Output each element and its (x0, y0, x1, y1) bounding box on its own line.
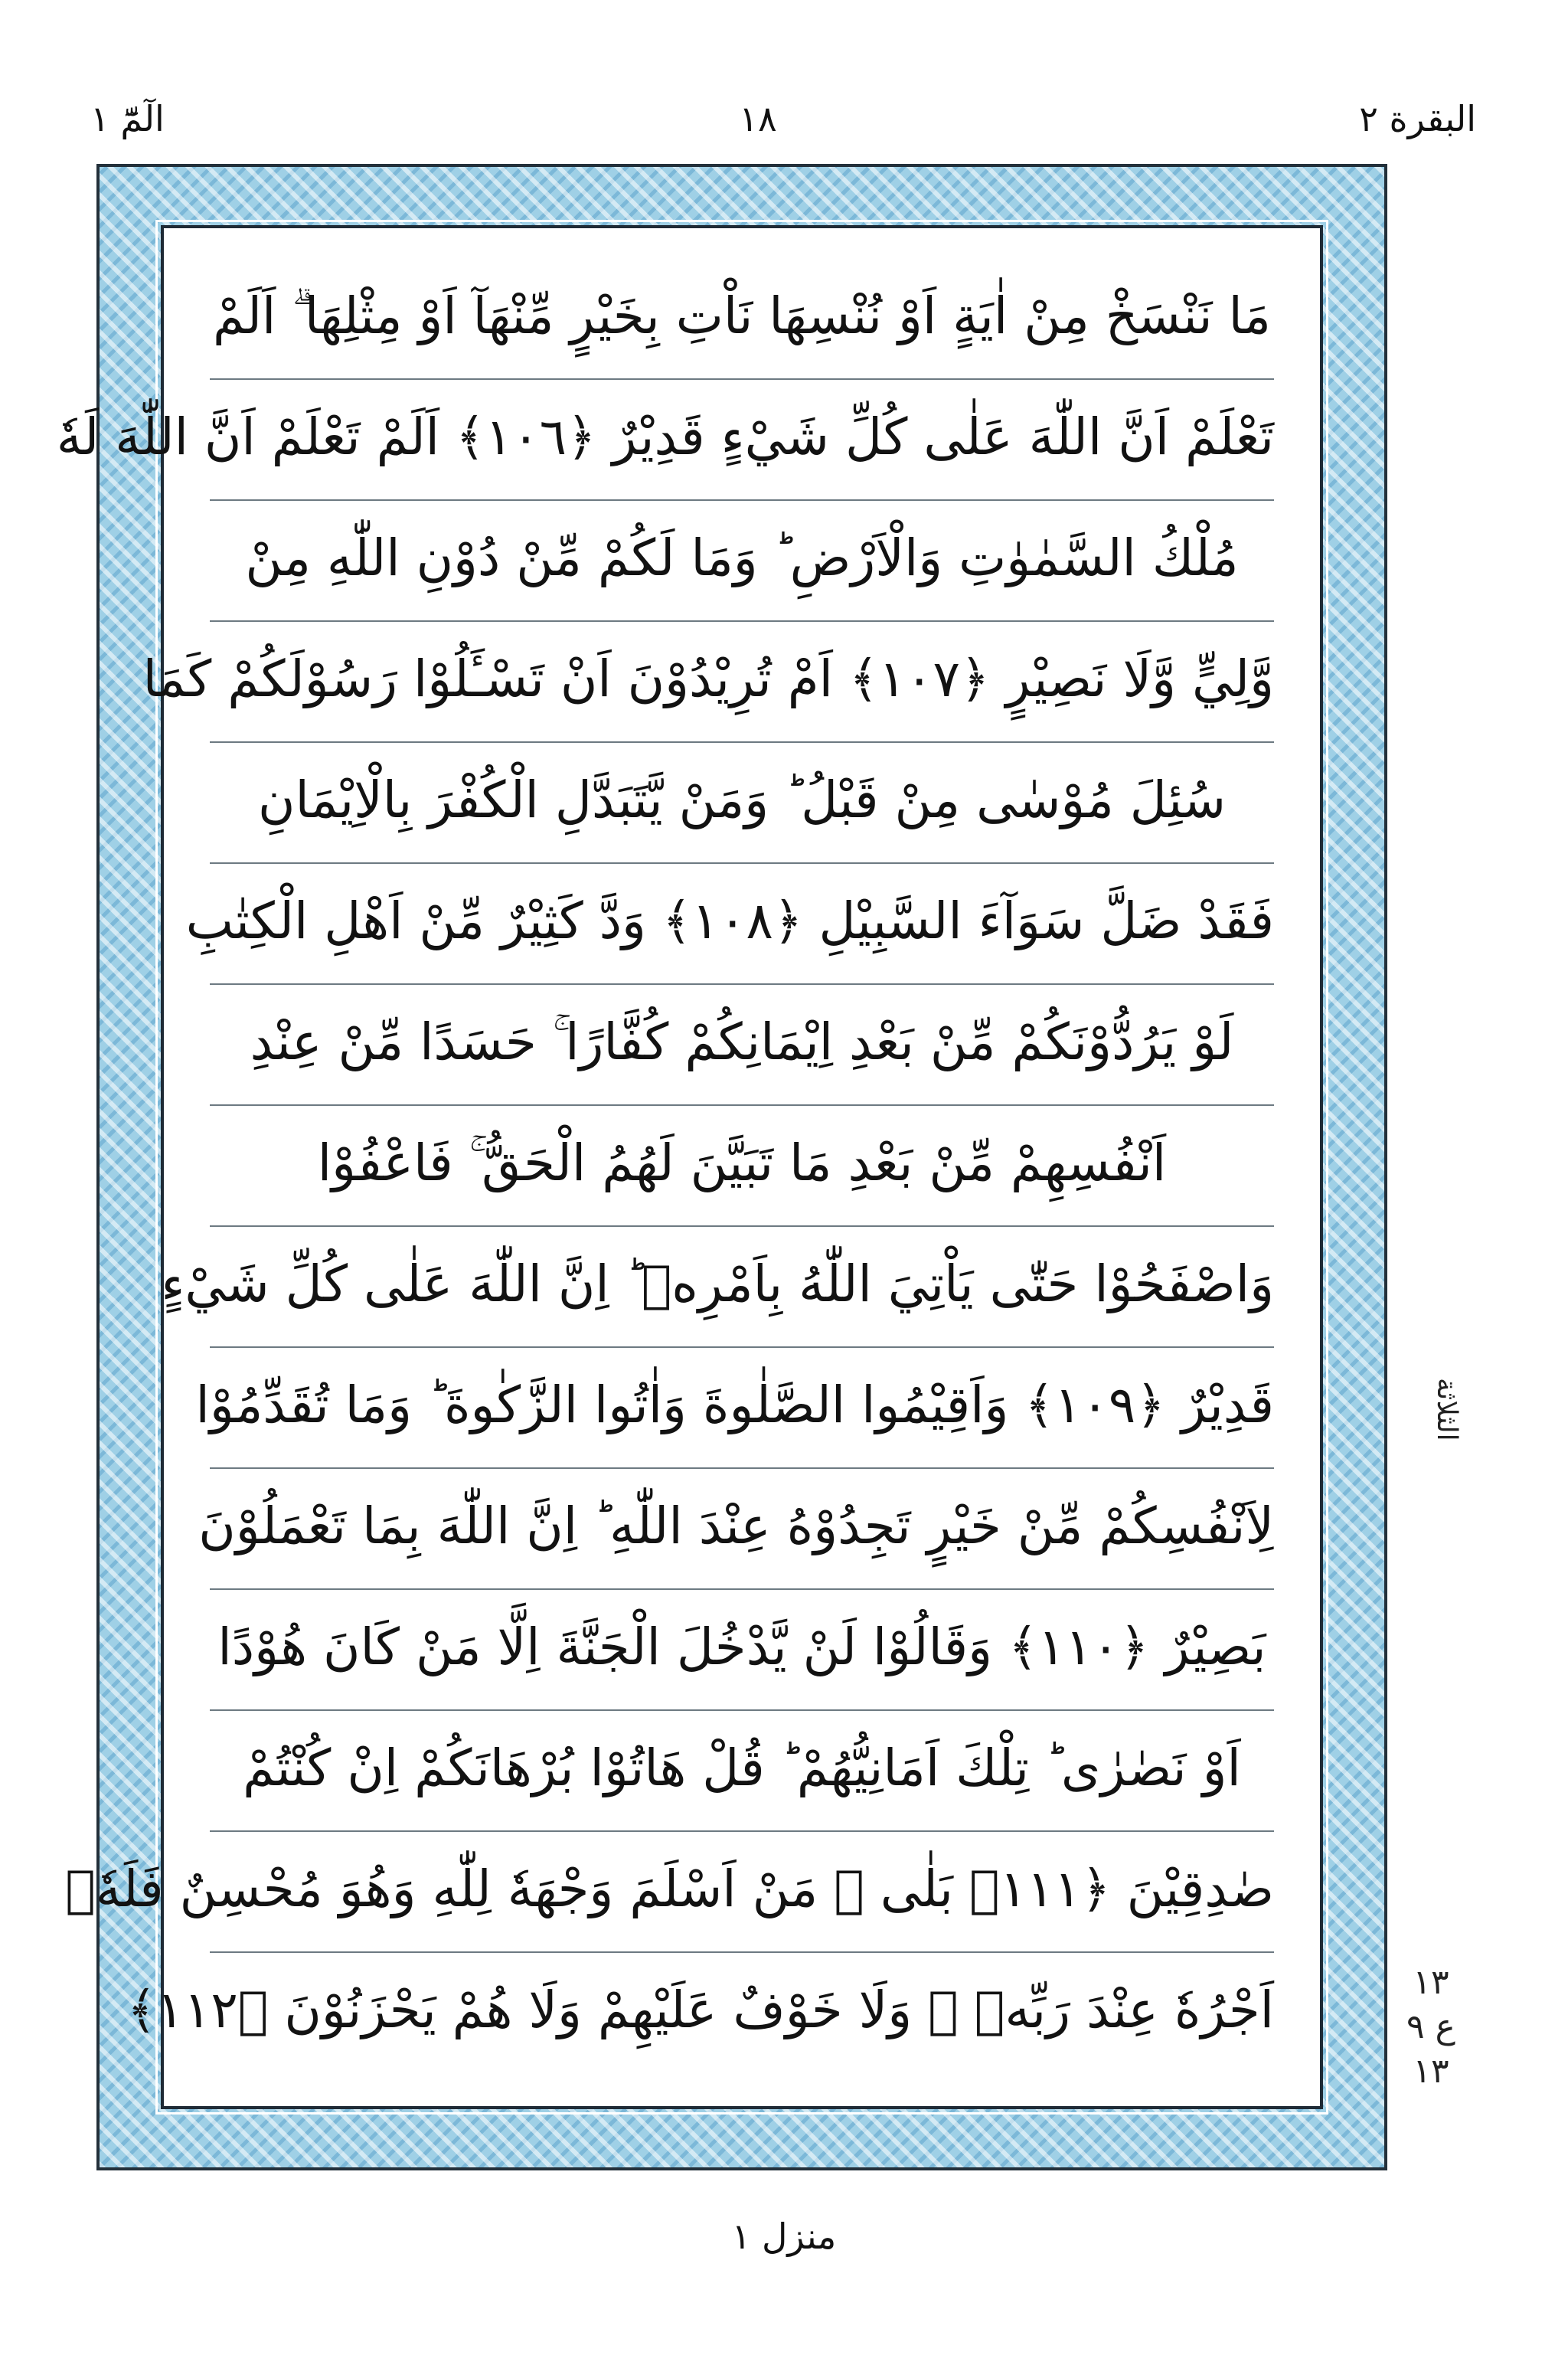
margin-note: الثلاثة (1431, 1377, 1462, 1441)
juz-label: الٓمّٓ ١ (90, 98, 165, 139)
verse-line: سُئِلَ مُوْسٰى مِنْ قَبْلُ ؕ وَمَنْ يَّتَبَدَّلِ الْكُفْرَ بِالْاِيْمَانِ (210, 743, 1274, 864)
manzil-label: منزل ١ (731, 2216, 837, 2257)
surah-label: البقرة ٢ (1359, 98, 1476, 139)
decorative-border-frame (56, 164, 1387, 2170)
verse-line: اَجْرُهٗ عِنْدَ رَبِّهٖ ۪ وَلَا خَوْفٌ عَلَيْهِمْ وَلَا هُمْ يَحْزَنُوْنَ ﴿١١٢﴾ (126, 1980, 1274, 2039)
verse-line: صٰدِقِيْنَ ﴿١١١﴾ بَلٰى ۚ مَنْ اَسْلَمَ وَجْهَهٗ لِلّٰهِ وَهُوَ مُحْسِنٌ فَلَهٗۤ (210, 1832, 1274, 1953)
verse-line: تَعْلَمْ اَنَّ اللّٰهَ عَلٰى كُلِّ شَيْءٍ قَدِيْرٌ ﴿١٠٦﴾ اَلَمْ تَعْلَمْ اَنَّ اللّٰهَ لَهٗ (210, 380, 1274, 501)
verse-line: بَصِيْرٌ ﴿١١٠﴾ وَقَالُوْا لَنْ يَّدْخُلَ الْجَنَّةَ اِلَّا مَنْ كَانَ هُوْدًا (210, 1590, 1274, 1711)
verse-line: وَّلِيٍّ وَّلَا نَصِيْرٍ ﴿١٠٧﴾ اَمْ تُرِيْدُوْنَ اَنْ تَسْـَٔلُوْا رَسُوْلَكُمْ كَمَا (210, 622, 1274, 743)
ruku-marker (1404, 1961, 1458, 2094)
verse-line: قَدِيْرٌ ﴿١٠٩﴾ وَاَقِيْمُوا الصَّلٰوةَ وَاٰتُوا الزَّكٰوةَ ؕ وَمَا تُقَدِّمُوْا (210, 1348, 1274, 1469)
verse-line: لَوْ يَرُدُّوْنَكُمْ مِّنْ بَعْدِ اِيْمَانِكُمْ كُفَّارًا ۚ حَسَدًا مِّنْ عِنْدِ (210, 985, 1274, 1106)
ruku-count: ١٣ (1413, 2052, 1449, 2091)
verse-line: اَوْ نَصٰرٰى ؕ تِلْكَ اَمَانِيُّهُمْ ؕ قُلْ هَاتُوْا بُرْهَانَكُمْ اِنْ كُنْتُمْ (210, 1711, 1274, 1832)
ruku-number: ع ٩ (1406, 2007, 1455, 2046)
verse-line: مَا نَنْسَخْ مِنْ اٰيَةٍ اَوْ نُنْسِهَا نَاْتِ بِخَيْرٍ مِّنْهَآ اَوْ مِثْلِهَا ۗ اَلَمْ (210, 259, 1274, 380)
verse-line: فَقَدْ ضَلَّ سَوَآءَ السَّبِيْلِ ﴿١٠٨﴾ وَدَّ كَثِيْرٌ مِّنْ اَهْلِ الْكِتٰبِ (210, 864, 1274, 985)
verse-line: اَنْفُسِهِمْ مِّنْ بَعْدِ مَا تَبَيَّنَ لَهُمُ الْحَقُّ ۚ فَاعْفُوْا (210, 1106, 1274, 1227)
ruku-count: ١٣ (1413, 1963, 1449, 2002)
verse-line: مُلْكُ السَّمٰوٰتِ وَالْاَرْضِ ؕ وَمَا لَكُمْ مِّنْ دُوْنِ اللّٰهِ مِنْ (210, 501, 1274, 622)
page-number: ١٨ (739, 98, 777, 139)
verse-line: وَاصْفَحُوْا حَتّٰى يَاْتِيَ اللّٰهُ بِاَمْرِهٖ ؕ اِنَّ اللّٰهَ عَلٰى كُلِّ شَيْءٍ (210, 1227, 1274, 1348)
text-panel (56, 225, 1323, 2109)
verse-line: لِاَنْفُسِكُمْ مِّنْ خَيْرٍ تَجِدُوْهُ عِنْدَ اللّٰهِ ؕ اِنَّ اللّٰهَ بِمَا تَعْمَلُوْنَ (210, 1469, 1274, 1590)
